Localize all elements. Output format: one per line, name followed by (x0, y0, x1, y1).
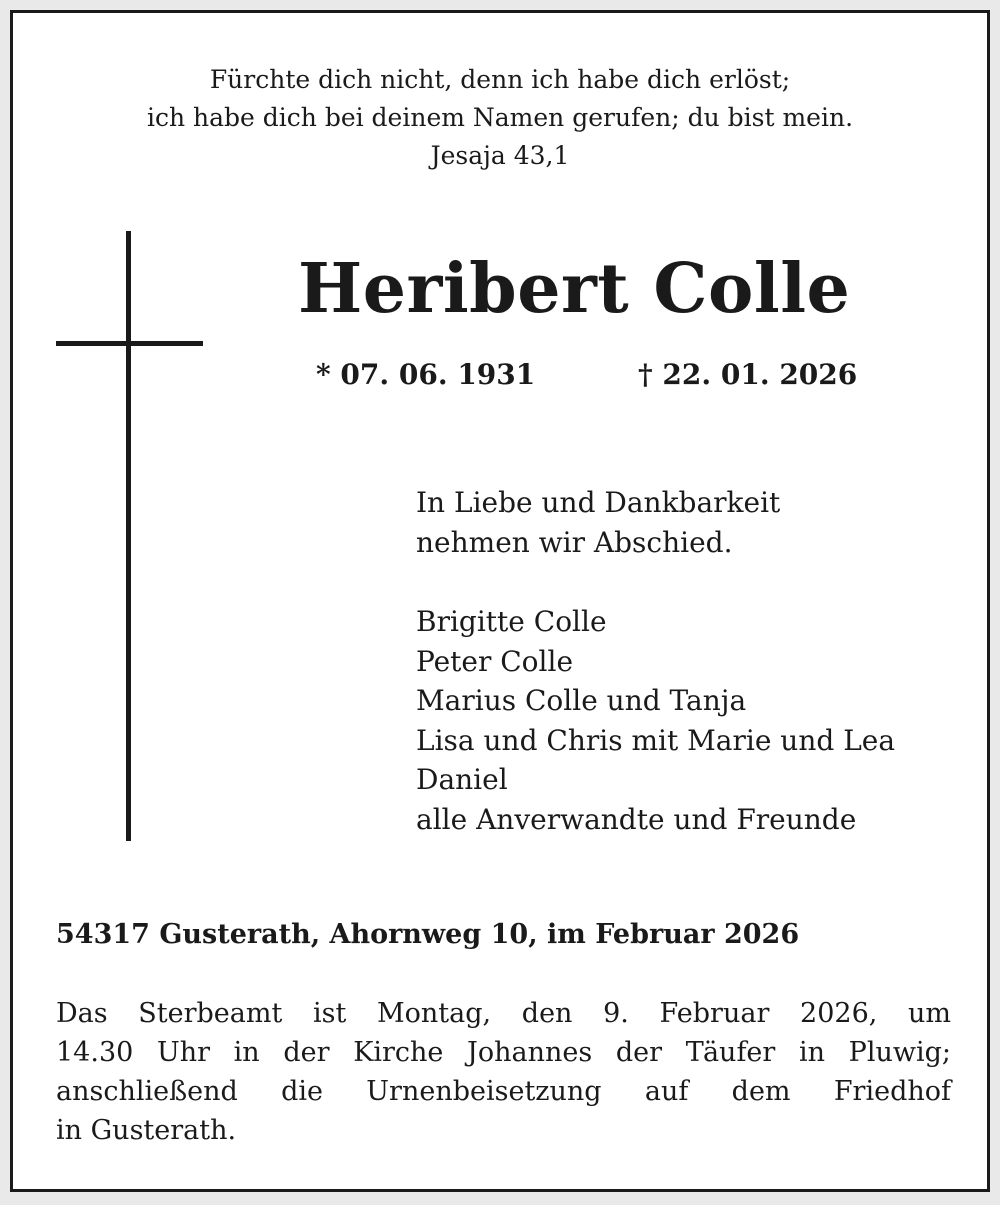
mourner-item: Peter Colle (416, 644, 574, 678)
obituary-card (10, 10, 990, 1192)
cross-horizontal-bar (56, 341, 203, 346)
mourner-item: alle Anverwandte und Freunde (416, 802, 857, 836)
mourner-item: Brigitte Colle (416, 605, 607, 638)
mourner-item: Daniel (416, 763, 508, 796)
death-date: † 22. 01. 2026 (638, 358, 858, 391)
service-line-2: 14.30 Uhr in der Kirche Johannes der Täufer in Pluwig; (56, 1037, 951, 1068)
service-notice (56, 994, 951, 1150)
verse-reference: Jesaja 43,1 (430, 141, 570, 170)
verse-line-1: Fürchte dich nicht, denn ich habe dich erlöst; (209, 65, 791, 94)
birth-date: * 07. 06. 1931 (316, 358, 536, 391)
mourners-list (416, 602, 895, 839)
farewell-text (416, 483, 780, 563)
farewell-line-1: In Liebe und Dankbarkeit (416, 486, 781, 519)
mourner-item: Marius Colle und Tanja (416, 684, 747, 717)
farewell-line-2: nehmen wir Abschied. (416, 526, 733, 559)
service-line-1: Das Sterbeamt ist Montag, den 9. Februar 2026, um (56, 998, 951, 1029)
deceased-name: Heribert Colle (298, 249, 851, 329)
mourner-item: Lisa und Chris mit Marie und Lea (416, 723, 896, 757)
cross-vertical-bar (126, 231, 131, 841)
address-line: 54317 Gusterath, Ahornweg 10, im Februar 2026 (56, 919, 800, 950)
service-line-3: anschließend die Urnenbeisetzung auf dem Friedhof (56, 1076, 951, 1107)
bible-verse (13, 61, 987, 175)
verse-line-2: ich habe dich bei deinem Namen gerufen; du bist mein. (146, 103, 854, 132)
service-line-4: in Gusterath. (56, 1115, 237, 1146)
